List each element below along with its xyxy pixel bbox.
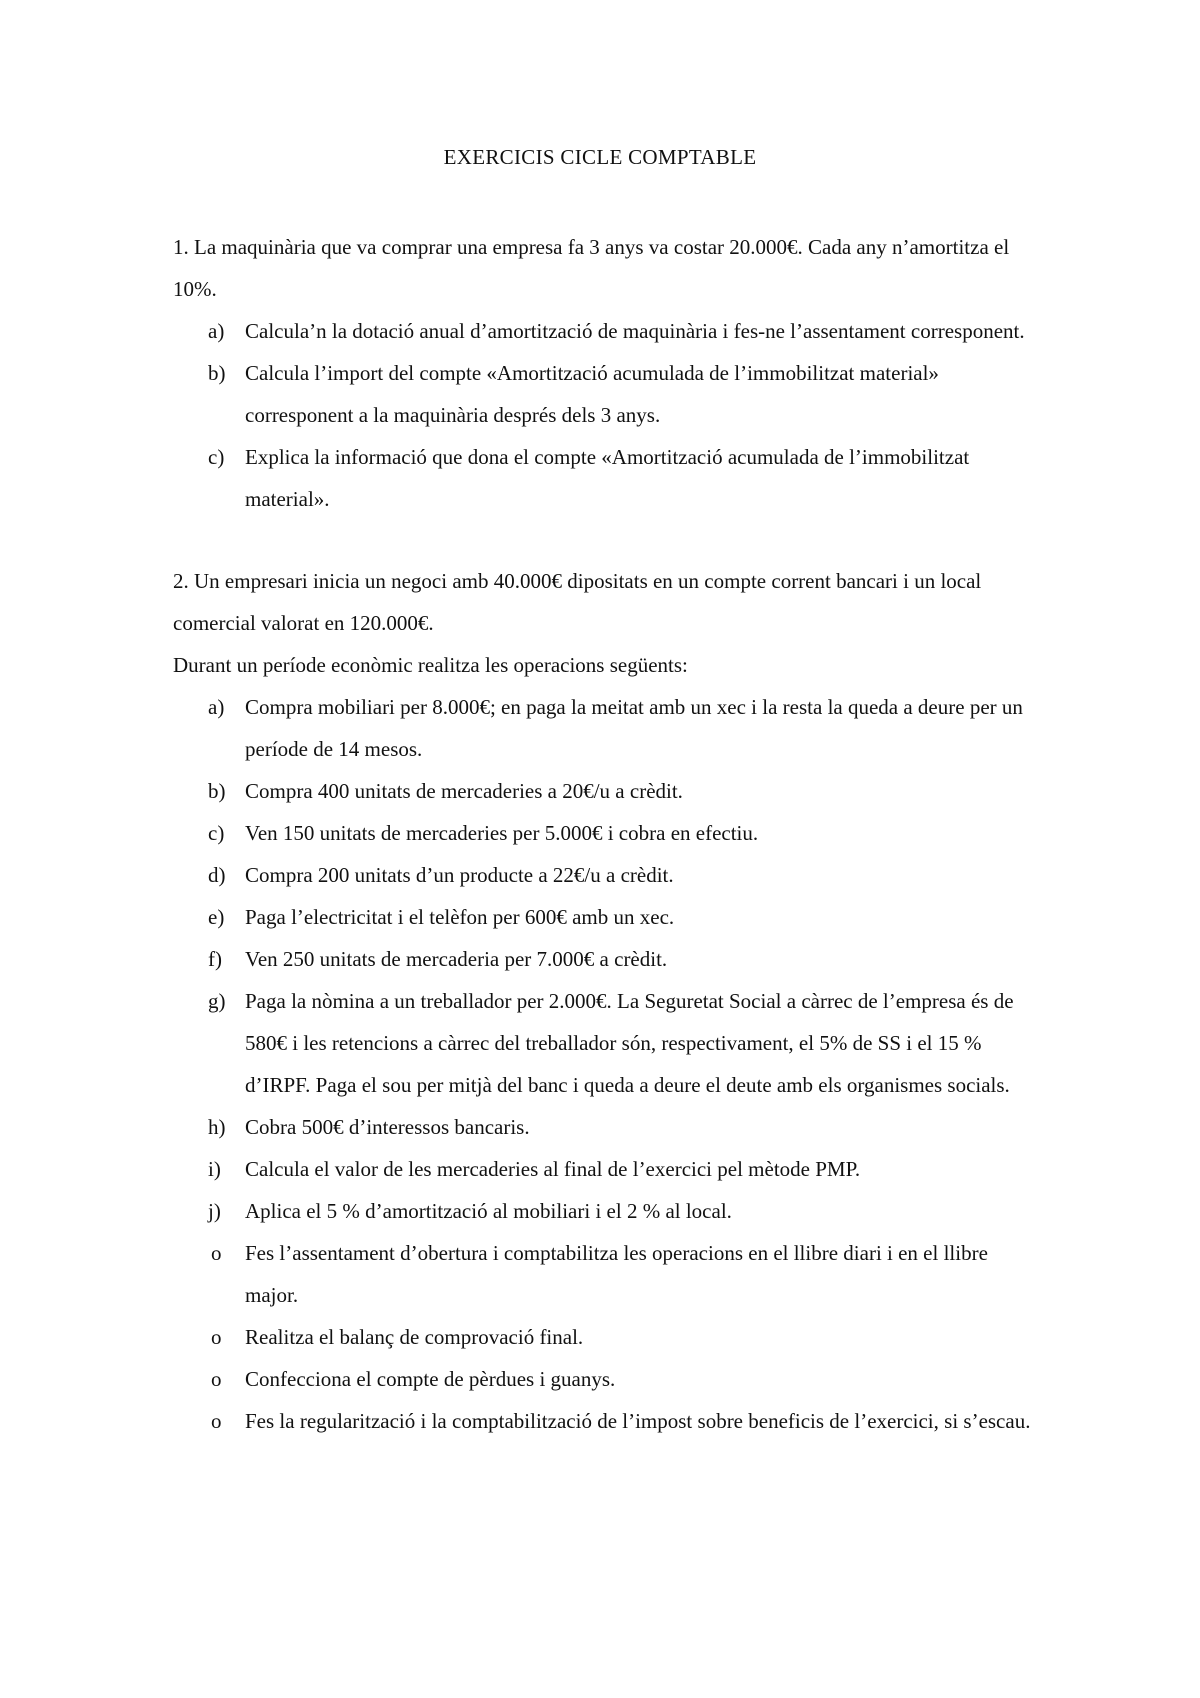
list-marker: c) — [208, 445, 225, 469]
list-marker: c) — [208, 821, 225, 845]
list-item-text: Calcula’n la dotació anual d’amortització de maquinària i fes-ne l’assentament corresponent. — [245, 319, 1025, 343]
list-item-text: Compra mobiliari per 8.000€; en paga la meitat amb un xec i la resta la queda a deure per un període de 14 mesos. — [245, 695, 1023, 761]
bullet-marker: o — [211, 1367, 222, 1391]
list-item — [173, 1190, 1043, 1232]
list-item-text: Paga l’electricitat i el telèfon per 600€ amb un xec. — [245, 905, 675, 929]
list-item-text: Compra 400 unitats de mercaderies a 20€/u a crèdit. — [245, 779, 683, 803]
bullet-marker: o — [211, 1409, 222, 1433]
exercise-1-questions — [173, 310, 1043, 520]
list-item — [173, 938, 1043, 980]
list-item — [173, 896, 1043, 938]
task-item-text: Realitza el balanç de comprovació final. — [245, 1325, 584, 1349]
exercise-1 — [173, 226, 1043, 520]
list-item-text: Compra 200 unitats d’un producte a 22€/u a crèdit. — [245, 863, 674, 887]
list-marker: b) — [208, 779, 226, 803]
list-item-text: Ven 250 unitats de mercaderia per 7.000€ a crèdit. — [245, 947, 668, 971]
exercise-2 — [173, 560, 1043, 1442]
task-item — [173, 1400, 1043, 1442]
task-item — [173, 1358, 1043, 1400]
exercise-2-operations — [173, 686, 1043, 1232]
list-item — [173, 310, 1043, 352]
bullet-marker: o — [211, 1241, 222, 1265]
list-marker: d) — [208, 863, 226, 887]
list-item — [173, 812, 1043, 854]
list-marker: j) — [208, 1199, 221, 1223]
list-item-text: Ven 150 unitats de mercaderies per 5.000€ i cobra en efectiu. — [245, 821, 759, 845]
list-item — [173, 1148, 1043, 1190]
exercise-1-statement: 1. La maquinària que va comprar una empresa fa 3 anys va costar 20.000€. Cada any n’amortitza el 10%. — [173, 235, 1010, 301]
list-marker: a) — [208, 695, 225, 719]
list-marker: g) — [208, 989, 226, 1013]
task-item-text: Fes la regularització i la comptabilització de l’impost sobre beneficis de l’exercici, si s’escau. — [245, 1409, 1031, 1433]
list-item-text: Paga la nòmina a un treballador per 2.000€. La Seguretat Social a càrrec de l’empresa és de 580€ i les retencions a càrrec del treballador són, respectivament, el 5% de SS i el 15 % d’IRPF. Paga el sou per mitjà del banc i queda a deure el deute amb els organismes socials. — [245, 989, 1014, 1097]
task-item-text: Fes l’assentament d’obertura i comptabilitza les operacions en el llibre diari i en el llibre major. — [245, 1241, 988, 1307]
exercise-2-tasks — [173, 1232, 1043, 1442]
list-item — [173, 770, 1043, 812]
list-item — [173, 436, 1043, 520]
document-body — [173, 226, 1043, 1442]
list-item-text: Aplica el 5 % d’amortització al mobiliari i el 2 % al local. — [245, 1199, 732, 1223]
list-item — [173, 854, 1043, 896]
list-item-text: Cobra 500€ d’interessos bancaris. — [245, 1115, 530, 1139]
list-marker: h) — [208, 1115, 226, 1139]
list-item — [173, 980, 1043, 1106]
list-item — [173, 352, 1043, 436]
list-marker: a) — [208, 319, 225, 343]
task-item-text: Confecciona el compte de pèrdues i guanys. — [245, 1367, 616, 1391]
list-marker: e) — [208, 905, 225, 929]
list-item — [173, 686, 1043, 770]
list-marker: i) — [208, 1157, 221, 1181]
bullet-marker: o — [211, 1325, 222, 1349]
exercise-2-statement: 2. Un empresari inicia un negoci amb 40.000€ dipositats en un compte corrent bancari i un local comercial valorat en 120.000€. — [173, 569, 982, 635]
list-marker: b) — [208, 361, 226, 385]
exercise-2-subintro: Durant un període econòmic realitza les operacions següents: — [173, 653, 688, 677]
task-item — [173, 1316, 1043, 1358]
list-item-text: Calcula el valor de les mercaderies al final de l’exercici pel mètode PMP. — [245, 1157, 861, 1181]
list-item-text: Calcula l’import del compte «Amortització acumulada de l’immobilitzat material» corresponent a la maquinària després dels 3 anys. — [245, 361, 939, 427]
task-item — [173, 1232, 1043, 1316]
list-item-text: Explica la informació que dona el compte «Amortització acumulada de l’immobilitzat material». — [245, 445, 970, 511]
page-title: EXERCICIS CICLE COMPTABLE — [443, 145, 757, 169]
list-marker: f) — [208, 947, 222, 971]
list-item — [173, 1106, 1043, 1148]
